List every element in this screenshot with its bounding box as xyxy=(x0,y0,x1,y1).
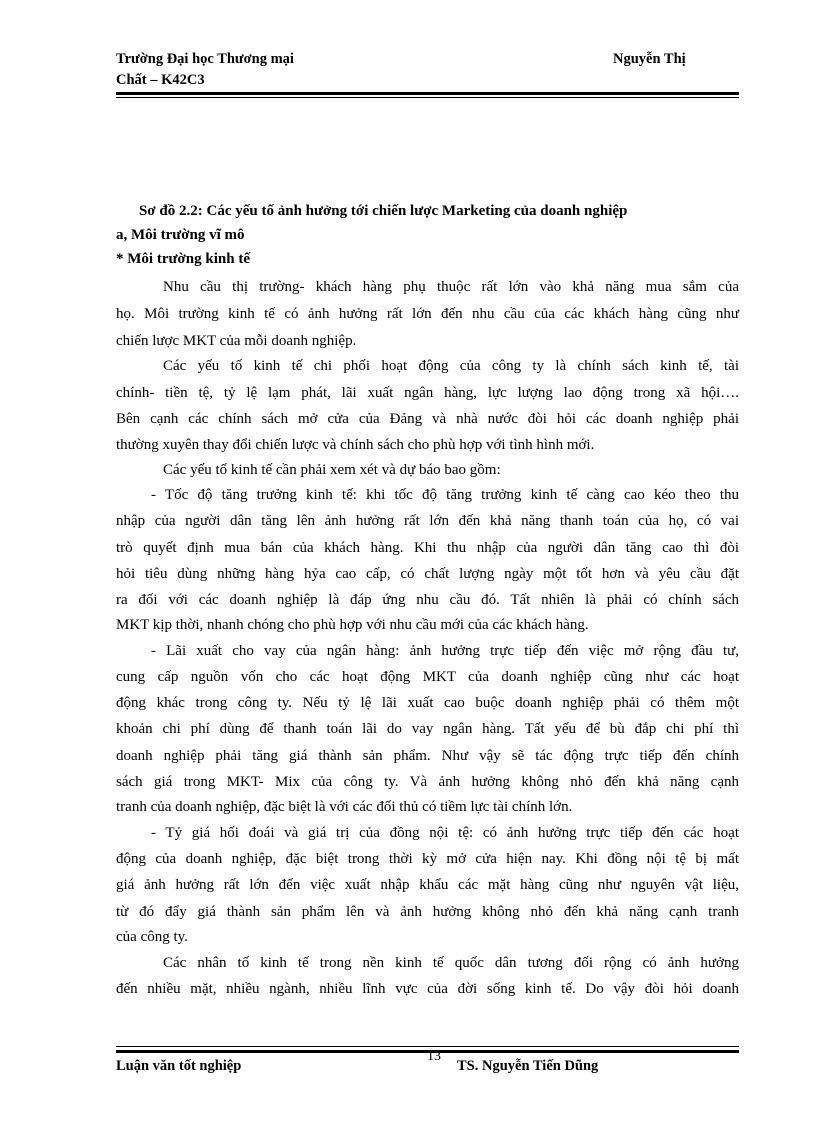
body-line: sách giá trong MKT- Mix của công ty. Và ảnh hưởng không nhỏ đến khả năng cạnh xyxy=(116,774,739,790)
body-line: hỏi tiêu dùng những hàng hỷa cao cấp, có chất lượng ngày một tốt hơn và yêu cầu đặt xyxy=(116,566,739,582)
body-line: MKT kịp thời, nhanh chóng cho phù hợp với nhu cầu mới của các khách hàng. xyxy=(116,617,589,633)
body-line: - Tỷ giá hối đoái và giá trị của đồng nội tệ: có ảnh hưởng trực tiếp đến các hoạt xyxy=(151,825,739,841)
body-line: - Tốc độ tăng trưởng kinh tế: khi tốc độ tăng trưởng kinh tế càng cao kéo theo thu xyxy=(151,487,739,503)
page-number: 13 xyxy=(427,1049,441,1064)
header-school-line1: Trường Đại học Thương mại xyxy=(116,51,294,67)
body-line: chính- tiền tệ, tỷ lệ lạm phát, lãi xuất ngân hàng, lực lượng lao động trong xã hội…. xyxy=(116,385,739,401)
body-line: họ. Môi trường kinh tế có ảnh hưởng rất lớn đến nhu cầu của các khách hàng cũng như xyxy=(116,306,739,322)
body-line: đến nhiều mặt, nhiều ngành, nhiều lĩnh vực của đời sống kinh tế. Do vậy đòi hỏi doanh xyxy=(116,981,739,997)
body-line: từ đó đẩy giá thành sản phẩm lên và ảnh hưởng không nhỏ đến khả năng cạnh tranh xyxy=(116,904,739,920)
body-line: Các yếu tố kinh tế chi phối hoạt động của công ty là chính sách kinh tế, tài xyxy=(163,358,739,374)
section-heading: a, Môi trường vĩ mô xyxy=(116,227,245,243)
body-line: của công ty. xyxy=(116,929,188,945)
body-line: cung cấp nguồn vốn cho các hoạt động MKT của doanh nghiệp cũng như các hoạt xyxy=(116,669,739,685)
body-line: trò quyết định mua bán của khách hàng. Khi thu nhập của người dân tăng cao thì đòi xyxy=(116,540,739,556)
body-line: nhập của người dân tăng lên ảnh hưởng rất lớn đến khả năng thanh toán của họ, có vai xyxy=(116,513,739,529)
body-line: Bên cạnh các chính sách mở cửa của Đảng và nhà nước đòi hỏi các doanh nghiệp phải xyxy=(116,411,739,427)
body-line: Các yếu tố kinh tế cần phải xem xét và dự báo bao gồm: xyxy=(163,462,501,478)
header-rule-thin xyxy=(116,97,739,98)
body-line: giá ảnh hưởng rất lớn đến việc xuất nhập khẩu các mặt hàng cũng như nguyên vật liệu, xyxy=(116,877,739,893)
body-line: động của doanh nghiệp, đặc biệt trong thời kỳ mở cửa hiện nay. Khi đồng nội tệ bị mất xyxy=(116,851,739,867)
body-line: Các nhân tố kinh tế trong nền kinh tế quốc dân tương đối rộng có ảnh hưởng xyxy=(163,955,739,971)
footer-supervisor: TS. Nguyễn Tiến Dũng xyxy=(457,1058,599,1074)
body-line: động khác trong công ty. Nếu tỷ lệ lãi xuất cao buộc doanh nghiệp phải có thêm một xyxy=(116,695,739,711)
body-line: - Lãi xuất cho vay của ngân hàng: ảnh hưởng trực tiếp đến việc mở rộng đầu tư, xyxy=(151,643,739,659)
footer-thesis-label: Luận văn tốt nghiệp xyxy=(116,1058,242,1074)
body-line: Nhu cầu thị trường- khách hàng phụ thuộc rất lớn vào khả năng mua sắm của xyxy=(163,279,739,295)
header-author: Nguyễn Thị xyxy=(613,51,686,67)
body-line: chiến lược MKT của mỗi doanh nghiệp. xyxy=(116,333,357,349)
body-line: khoản chi phí dùng để thanh toán lãi do vay ngân hàng. Tất yếu để bù đắp chi phí thì xyxy=(116,721,739,737)
body-line: ra đối với các doanh nghiệp là đáp ứng nhu cầu đó. Tất nhiên là phải có chính sách xyxy=(116,592,739,608)
body-line: tranh của doanh nghiệp, đặc biệt là với các đối thủ có tiềm lực tài chính lớn. xyxy=(116,799,573,815)
body-line: thường xuyên thay đổi chiến lược và chính sách cho phù hợp với tình hình mới. xyxy=(116,437,595,453)
subsection-heading: * Môi trường kinh tế xyxy=(116,251,250,267)
footer-rule-thin xyxy=(116,1046,739,1047)
figure-title: Sơ đồ 2.2: Các yếu tố ảnh hưởng tới chiến lược Marketing của doanh nghiệp xyxy=(139,203,628,219)
header-school-line2: Chất – K42C3 xyxy=(116,72,205,88)
header-rule-thick xyxy=(116,92,739,95)
body-line: doanh nghiệp phải tăng giá thành sản phẩm. Như vậy sẽ tác động trực tiếp đến chính xyxy=(116,748,739,764)
